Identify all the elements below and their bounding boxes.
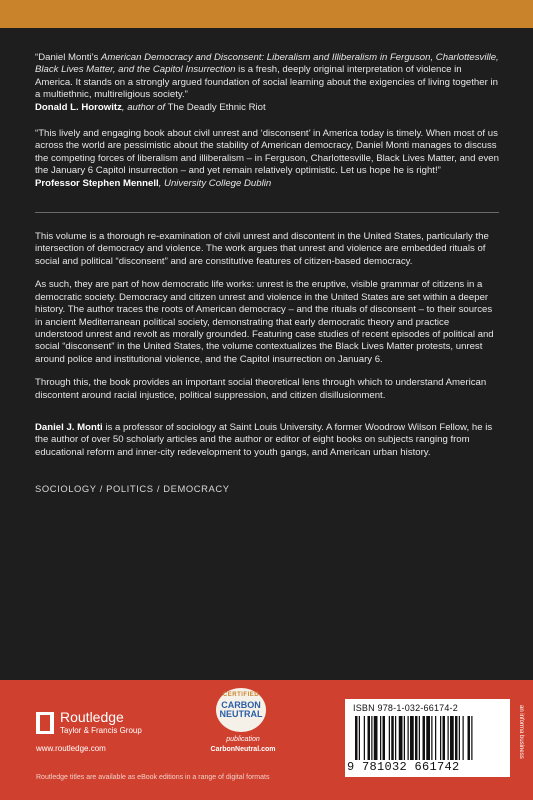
- book-description: [35, 231, 499, 402]
- carbon-neutral-label: CARBON NEUTRAL: [219, 700, 263, 719]
- routledge-logo-icon: [36, 712, 54, 734]
- informa-text: an informa business: [518, 705, 524, 759]
- barcode-digits: 9 781032 661742: [347, 760, 460, 774]
- endorsement-1-body: is a fresh, deeply original interpretation of violence in America. It stands on a strongly argued foundation of social learning about the exigencies of living together in a multiethnic, multireligious society.”: [35, 64, 498, 101]
- endorsement-1: [35, 52, 499, 102]
- publisher-name: Routledge: [60, 709, 124, 725]
- ebook-note: Routledge titles are available as eBook editions in a range of digital formats: [36, 774, 270, 781]
- endorsement-1-intro: “Daniel Monti’s: [35, 52, 101, 63]
- carbon-website: CarbonNeutral.com: [210, 746, 276, 753]
- description-paragraph: As such, they are part of how democratic life works: unrest is the eruptive, visible grammar of citizens in a democratic society. Democracy and citizen unrest and violence in the United States are set within a deeper history. The author traces the roots of American democracy – and the rituals of disconsent – to their sources in ancient Mediterranean political society, demonstrating that early democratic theory and practice understood unrest and revolt as morally grounded. Featuring case studies of recent episodes of political and social “disconsent” in the United States, the volume contextualizes the Black Lives Matter protests, unrest around police and institutional violence, and the Capitol insurrection on January 6.: [35, 279, 494, 365]
- endorser-2-affiliation: , University College Dublin: [158, 177, 272, 189]
- section-divider: [35, 212, 499, 213]
- endorsement-2-attribution: [35, 178, 499, 190]
- carbon-certified-label: CERTIFIED: [222, 692, 260, 698]
- carbon-neutral-badge: [200, 688, 286, 760]
- endorser-1-name: Donald L. Horowitz: [35, 101, 122, 113]
- endorser-1-role: , author of: [121, 101, 166, 113]
- description-paragraph: Through this, the book provides an important social theoretical lens through which to understand American discontent around racial injustice, political suppression, and citizen disillusionment.: [35, 377, 487, 401]
- barcode-panel: [345, 699, 510, 777]
- isbn-text: ISBN 978-1-032-66174-2: [353, 703, 458, 713]
- endorsement-2: “This lively and engaging book about civil unrest and ‘disconsent’ in America today is timely. When most of us across the world are pessimistic about the stability of American democracy, Daniel Monti manages to discuss the competing forces of liberalism and illiberalism – in Ferguson, Charlottesville, Black Lives Matter, and even the January 6 Capitol insurrection – and yet remain relatively optimistic. Let us hope he is right!”: [35, 128, 499, 177]
- cover-text-block: [35, 52, 499, 496]
- endorsement-1-attribution: [35, 102, 499, 114]
- author-bio: [35, 422, 499, 459]
- endorser-1-work: The Deadly Ethnic Riot: [165, 101, 266, 113]
- author-name: Daniel J. Monti: [35, 421, 103, 433]
- barcode-icon: [355, 716, 503, 760]
- publisher-group: Taylor & Francis Group: [60, 726, 142, 735]
- endorser-2-name: Professor Stephen Mennell: [35, 177, 159, 189]
- publisher-website: www.routledge.com: [36, 744, 106, 753]
- author-bio-text: is a professor of sociology at Saint Louis University. A former Woodrow Wilson Fellow, he is the author of over 50 scholarly articles and the author or editor of eight books on subjects ranging from educational reform and inner-city redevelopment to youth gangs, and American urban history.: [35, 421, 493, 458]
- carbon-publication-label: publication: [226, 736, 260, 743]
- side-vertical-text: [514, 705, 526, 775]
- description-paragraph: This volume is a thorough re-examination of civil unrest and discontent in the United States, particularly the intersection of democracy and violence. The work argues that unrest and violence are embedded rituals of social and political “disconsent” and are constitutive features of citizen-based democracy.: [35, 231, 489, 267]
- book-title-italic: American Democracy and Disconsent: Liberalism and Illiberalism in Ferguson, Charlottesville, Black Lives Matter, and the Capitol Insurrection: [35, 52, 499, 76]
- top-color-band: [0, 0, 533, 28]
- subject-categories: SOCIOLOGY / POLITICS / DEMOCRACY: [35, 483, 230, 495]
